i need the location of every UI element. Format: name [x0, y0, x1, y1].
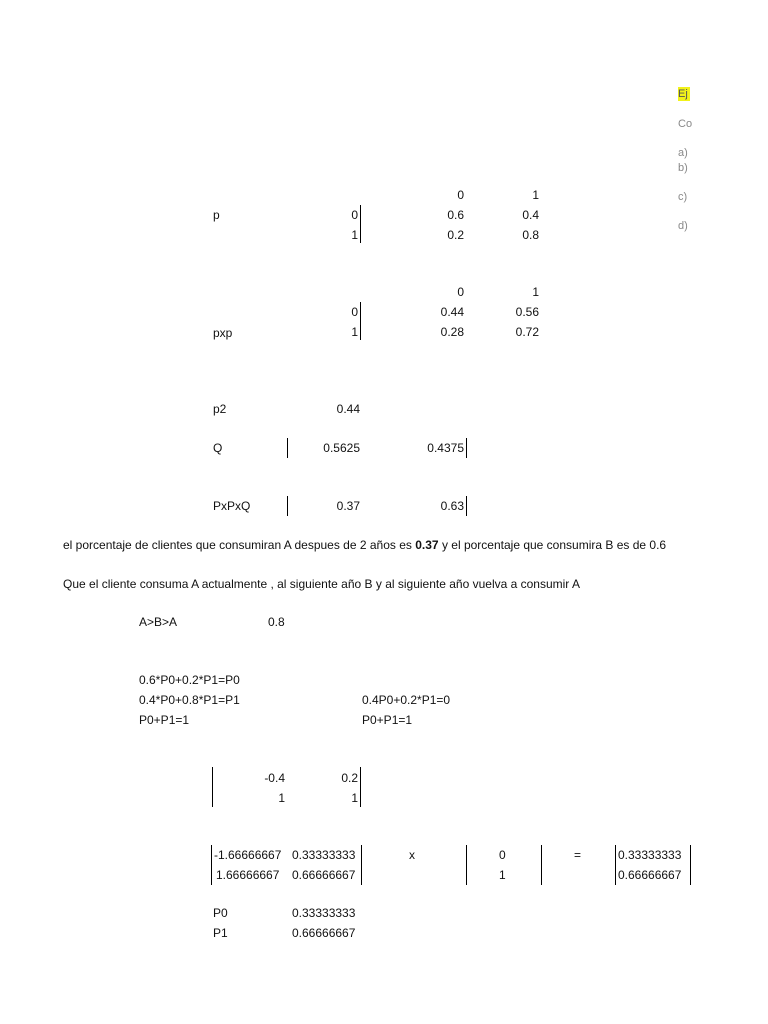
- result-sentence: [63, 538, 695, 552]
- pxp-matrix-bar: [360, 302, 361, 340]
- result-left-bar: [615, 845, 616, 885]
- p-cell-1-1: 0.8: [522, 228, 539, 242]
- p-col-header-0: 0: [457, 188, 464, 202]
- pxpxq-label: PxPxQ: [213, 499, 251, 513]
- coef-cell-0-1: 0.2: [341, 771, 358, 785]
- p-row-label-0: 0: [351, 208, 358, 222]
- coef-right-bar: [360, 767, 361, 807]
- p-row-label-1: 1: [351, 228, 358, 242]
- side-fragment-ej: Ej: [678, 87, 690, 101]
- solution-value-p1: 0.66666667: [292, 926, 356, 940]
- p-cell-0-0: 0.6: [447, 208, 464, 222]
- coef-cell-0-0: -0.4: [264, 771, 285, 785]
- pxp-cell-1-0: 0.28: [440, 325, 464, 339]
- pxp-row-label-0: 0: [351, 305, 358, 319]
- equation-right-2: P0+P1=1: [362, 713, 413, 727]
- rhs-cell-0: 0: [499, 848, 506, 862]
- q-value-1: 0.4375: [427, 441, 464, 455]
- pxpxq-right-bar: [466, 496, 467, 516]
- result-cell-0: 0.33333333: [618, 848, 682, 862]
- coef-cell-1-1: 1: [351, 791, 358, 805]
- solution-label-p0: P0: [213, 906, 228, 920]
- side-fragment-c: c): [678, 191, 688, 203]
- inverse-right-bar: [361, 845, 362, 885]
- coef-cell-1-0: 1: [278, 791, 285, 805]
- result-cell-1: 0.66666667: [618, 868, 682, 882]
- pxp-col-header-1: 1: [532, 285, 539, 299]
- pxp-col-header-0: 0: [457, 285, 464, 299]
- p-matrix-bar: [360, 205, 361, 243]
- p-cell-1-0: 0.2: [447, 228, 464, 242]
- pxpxq-value-0: 0.37: [336, 499, 360, 513]
- result-sentence-after: y el porcentaje que consumira B es de 0.6: [438, 538, 667, 552]
- pxp-cell-0-0: 0.44: [440, 305, 464, 319]
- pxpxq-value-1: 0.63: [440, 499, 464, 513]
- inverse-left-bar: [211, 845, 212, 885]
- pxp-cell-0-1: 0.56: [515, 305, 539, 319]
- equation-right-1: 0.4P0+0.2*P1=0: [362, 693, 451, 707]
- solution-label-p1: P1: [213, 926, 228, 940]
- equation-left-3: P0+P1=1: [139, 713, 190, 727]
- result-sentence-bold-value: 0.37: [415, 538, 439, 552]
- q-value-0: 0.5625: [323, 441, 360, 455]
- side-fragment-d: d): [678, 220, 688, 232]
- rhs-left-bar: [466, 845, 467, 885]
- coef-left-bar: [212, 767, 213, 807]
- rhs-right-bar: [541, 845, 542, 885]
- pxp-row-label-1: 1: [351, 325, 358, 339]
- inverse-cell-1-0: 1.66666667: [216, 868, 280, 882]
- pxp-cell-1-1: 0.72: [515, 325, 539, 339]
- aba-value: 0.8: [268, 615, 285, 629]
- pxpxq-left-bar: [287, 496, 288, 516]
- side-fragment-co: Co: [678, 118, 693, 130]
- result-right-bar: [690, 845, 691, 885]
- solution-value-p0: 0.33333333: [292, 906, 356, 920]
- equation-left-1: 0.6*P0+0.2*P1=P0: [139, 673, 240, 687]
- q-right-bar: [466, 438, 467, 458]
- p2-label: p2: [213, 402, 227, 416]
- question-sentence: Que el cliente consuma A actualmente , al siguiente año B y al siguiente año vuelva a consumir A: [63, 577, 580, 591]
- p2-value: 0.44: [336, 402, 360, 416]
- result-sentence-before: el porcentaje de clientes que consumiran A despues de 2 años es: [63, 538, 416, 552]
- pxp-matrix-label: pxp: [213, 326, 233, 340]
- inverse-cell-0-0: -1.66666667: [214, 848, 282, 862]
- q-left-bar: [287, 438, 288, 458]
- side-fragment-a: a): [678, 147, 688, 159]
- side-fragment-b: b): [678, 162, 688, 174]
- inverse-cell-0-1: 0.33333333: [292, 848, 356, 862]
- p-matrix-label: p: [213, 208, 220, 222]
- equation-left-2: 0.4*P0+0.8*P1=P1: [139, 693, 240, 707]
- q-label: Q: [213, 441, 223, 455]
- aba-label: A>B>A: [139, 615, 178, 629]
- equals-symbol: =: [574, 848, 582, 862]
- p-cell-0-1: 0.4: [522, 208, 539, 222]
- inverse-cell-1-1: 0.66666667: [292, 868, 356, 882]
- p-col-header-1: 1: [532, 188, 539, 202]
- times-symbol: x: [409, 848, 415, 862]
- rhs-cell-1: 1: [499, 868, 506, 882]
